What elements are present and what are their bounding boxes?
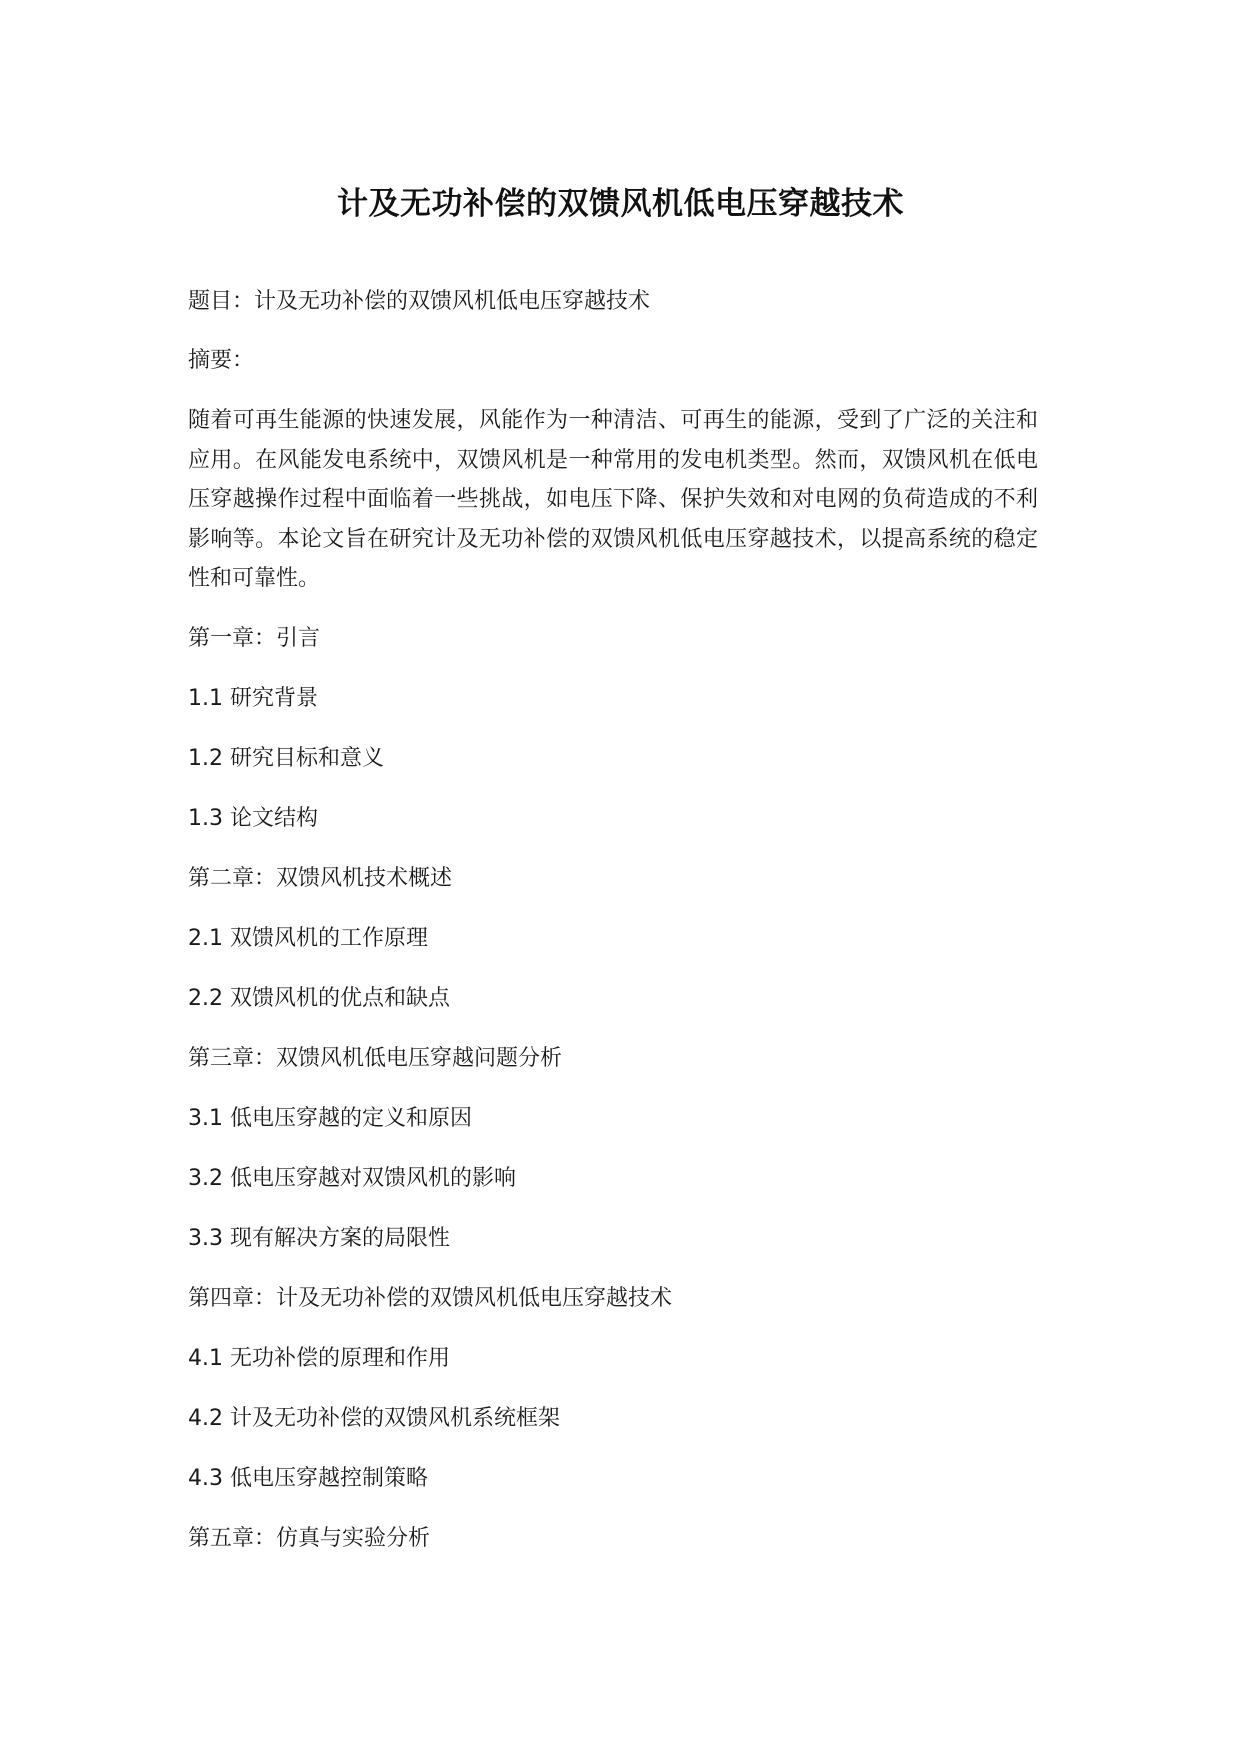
topic-line: 题目：计及无功补偿的双馈风机低电压穿越技术 xyxy=(188,289,651,314)
outline-section-4-3: 4.3 低电压穿越控制策略 xyxy=(188,1466,428,1491)
abstract-heading: 摘要： xyxy=(188,348,255,373)
outline-chapter-4: 第四章：计及无功补偿的双馈风机低电压穿越技术 xyxy=(188,1286,673,1311)
outline-section-2-1: 2.1 双馈风机的工作原理 xyxy=(188,926,428,951)
outline-section-4-2: 4.2 计及无功补偿的双馈风机系统框架 xyxy=(188,1406,560,1431)
outline-section-1-3: 1.3 论文结构 xyxy=(188,806,318,831)
outline-section-3-1: 3.1 低电压穿越的定义和原因 xyxy=(188,1106,472,1131)
outline-section-2-2: 2.2 双馈风机的优点和缺点 xyxy=(188,986,450,1011)
outline-chapter-3: 第三章：双馈风机低电压穿越问题分析 xyxy=(188,1046,563,1071)
abstract-paragraph: 随着可再生能源的快速发展，风能作为一种清洁、可再生的能源，受到了广泛的关注和应用。在风能发电系统中，双馈风机是一种常用的发电机类型。然而，双馈风机在低电压穿越操作过程中面临着一些挑战，如电压下降、保护失效和对电网的负荷造成的不利影响等。本论文旨在研究计及无功补偿的双馈风机低电压穿越技术，以提高系统的稳定性和可靠性。 xyxy=(188,408,1038,591)
outline-chapter-2: 第二章：双馈风机技术概述 xyxy=(188,866,453,891)
outline-chapter-1: 第一章：引言 xyxy=(188,626,321,651)
document-title: 计及无功补偿的双馈风机低电压穿越技术 xyxy=(337,186,904,222)
outline-section-3-2: 3.2 低电压穿越对双馈风机的影响 xyxy=(188,1166,516,1191)
outline-section-1-2: 1.2 研究目标和意义 xyxy=(188,746,384,771)
outline-section-1-1: 1.1 研究背景 xyxy=(188,686,318,711)
outline-section-3-3: 3.3 现有解决方案的局限性 xyxy=(188,1226,450,1251)
outline-chapter-5: 第五章：仿真与实验分析 xyxy=(188,1526,431,1551)
outline-section-4-1: 4.1 无功补偿的原理和作用 xyxy=(188,1346,450,1371)
